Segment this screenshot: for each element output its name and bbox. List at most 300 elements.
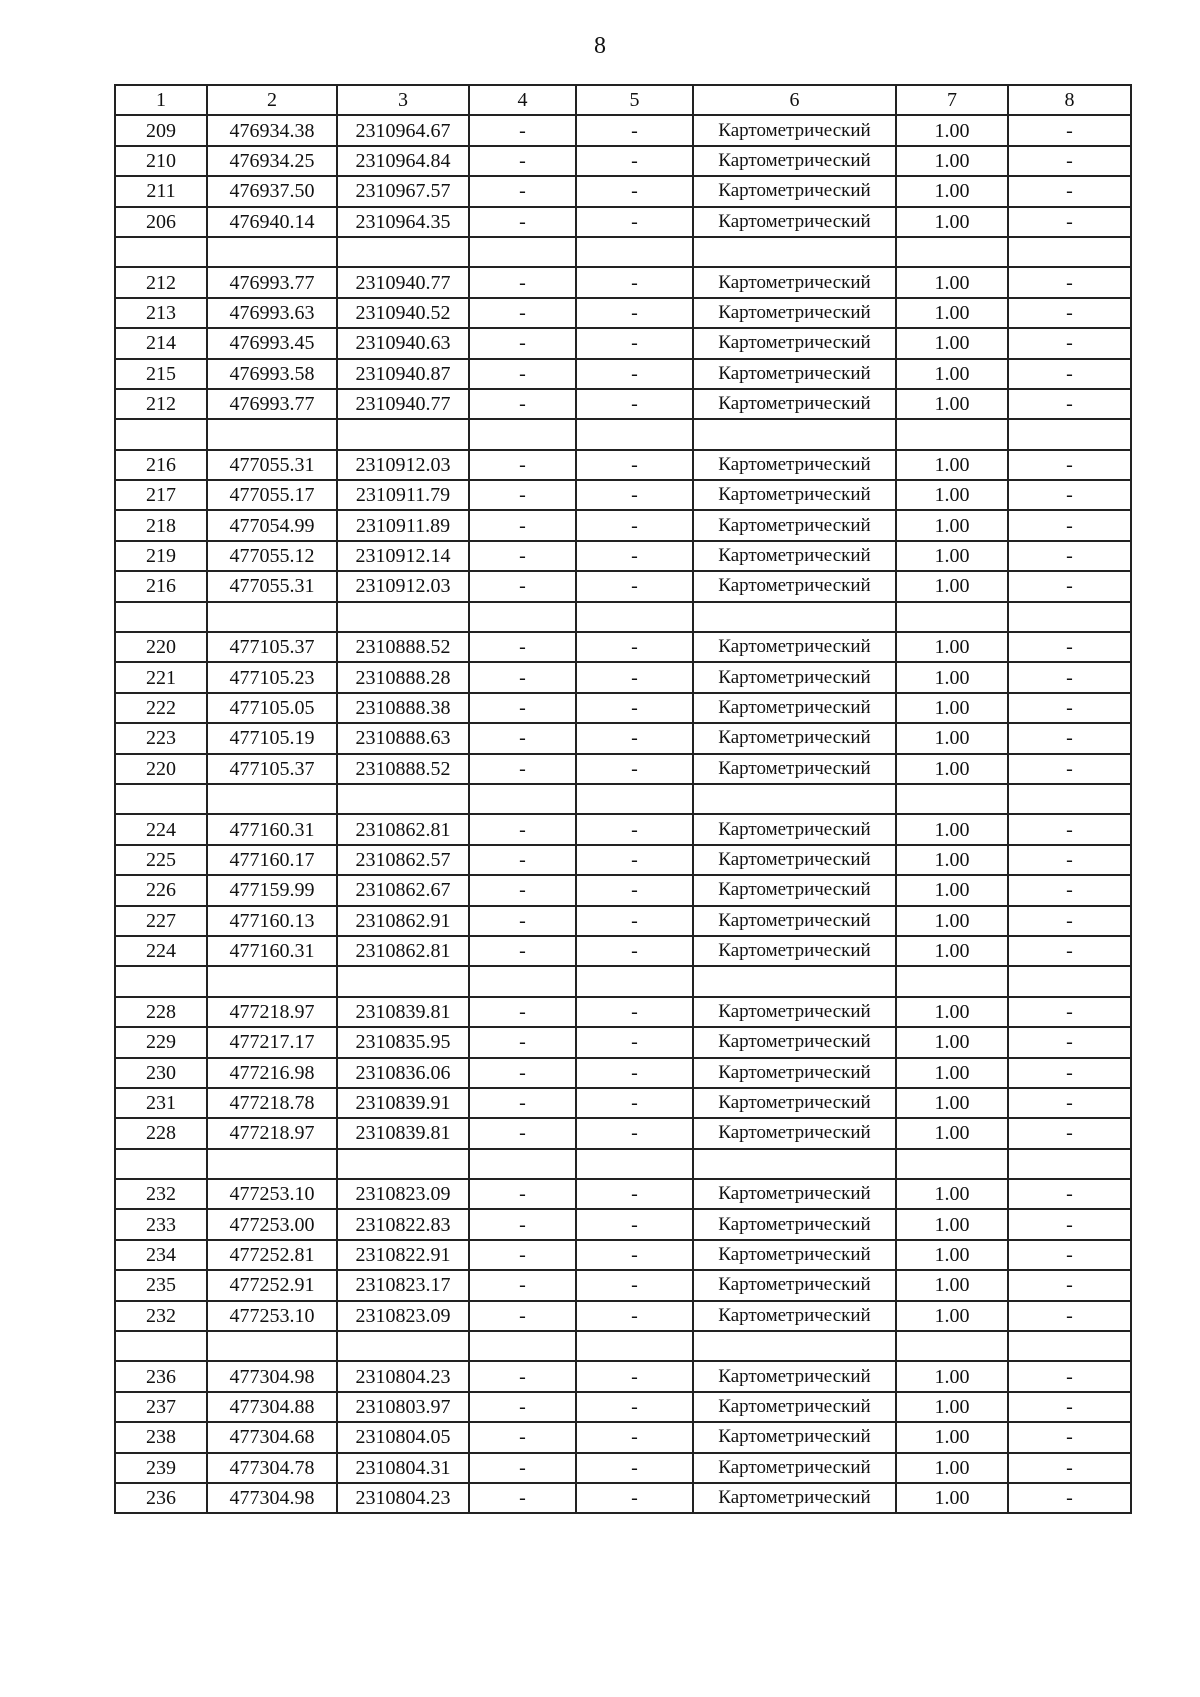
column-header-2: 2 — [207, 85, 337, 115]
point-number-cell: 237 — [115, 1392, 207, 1422]
accuracy-cell: 1.00 — [896, 997, 1008, 1027]
point-number-cell: 231 — [115, 1088, 207, 1118]
y-coordinate-cell — [337, 237, 469, 267]
y-coordinate-cell: 2310804.23 — [337, 1483, 469, 1513]
column-8-cell: - — [1008, 693, 1131, 723]
method-cell — [693, 237, 896, 267]
accuracy-cell: 1.00 — [896, 1058, 1008, 1088]
point-number-cell: 211 — [115, 176, 207, 206]
table-row — [115, 389, 1131, 419]
y-coordinate-cell — [337, 966, 469, 996]
x-coordinate-cell: 477055.31 — [207, 450, 337, 480]
table-row — [115, 1301, 1131, 1331]
point-number-cell: 238 — [115, 1422, 207, 1452]
table-row — [115, 845, 1131, 875]
column-4-cell: - — [469, 875, 576, 905]
y-coordinate-cell: 2310912.14 — [337, 541, 469, 571]
point-number-cell: 232 — [115, 1179, 207, 1209]
column-8-cell: - — [1008, 723, 1131, 753]
column-8-cell: - — [1008, 1179, 1131, 1209]
x-coordinate-cell — [207, 1331, 337, 1361]
accuracy-cell: 1.00 — [896, 1179, 1008, 1209]
column-4-cell: - — [469, 359, 576, 389]
method-cell: Картометрический — [693, 176, 896, 206]
y-coordinate-cell: 2310912.03 — [337, 571, 469, 601]
x-coordinate-cell: 477304.98 — [207, 1483, 337, 1513]
method-cell: Картометрический — [693, 1422, 896, 1452]
point-number-cell: 233 — [115, 1209, 207, 1239]
spacer-row — [115, 784, 1131, 814]
column-4-cell: - — [469, 997, 576, 1027]
method-cell: Картометрический — [693, 1240, 896, 1270]
column-5-cell: - — [576, 146, 693, 176]
column-5-cell: - — [576, 328, 693, 358]
column-4-cell: - — [469, 1027, 576, 1057]
point-number-cell: 209 — [115, 115, 207, 145]
column-4-cell: - — [469, 267, 576, 297]
y-coordinate-cell: 2310964.67 — [337, 115, 469, 145]
table-body — [115, 115, 1131, 1513]
accuracy-cell: 1.00 — [896, 1392, 1008, 1422]
x-coordinate-cell — [207, 966, 337, 996]
y-coordinate-cell: 2310940.77 — [337, 267, 469, 297]
header-row — [115, 85, 1131, 115]
x-coordinate-cell — [207, 602, 337, 632]
column-4-cell — [469, 1331, 576, 1361]
accuracy-cell: 1.00 — [896, 1483, 1008, 1513]
column-4-cell: - — [469, 662, 576, 692]
column-header-6: 6 — [693, 85, 896, 115]
column-5-cell: - — [576, 1088, 693, 1118]
column-4-cell: - — [469, 814, 576, 844]
column-8-cell: - — [1008, 1209, 1131, 1239]
method-cell: Картометрический — [693, 207, 896, 237]
y-coordinate-cell: 2310940.87 — [337, 359, 469, 389]
point-number-cell: 221 — [115, 662, 207, 692]
table-row — [115, 1270, 1131, 1300]
method-cell: Картометрический — [693, 480, 896, 510]
accuracy-cell: 1.00 — [896, 936, 1008, 966]
x-coordinate-cell: 477218.78 — [207, 1088, 337, 1118]
column-5-cell: - — [576, 207, 693, 237]
table-row — [115, 1118, 1131, 1148]
point-number-cell: 214 — [115, 328, 207, 358]
y-coordinate-cell: 2310911.89 — [337, 510, 469, 540]
x-coordinate-cell: 477105.23 — [207, 662, 337, 692]
accuracy-cell: 1.00 — [896, 1453, 1008, 1483]
point-number-cell — [115, 1149, 207, 1179]
column-8-cell — [1008, 1149, 1131, 1179]
y-coordinate-cell: 2310862.67 — [337, 875, 469, 905]
y-coordinate-cell: 2310804.05 — [337, 1422, 469, 1452]
column-8-cell — [1008, 1331, 1131, 1361]
point-number-cell: 236 — [115, 1361, 207, 1391]
x-coordinate-cell: 476940.14 — [207, 207, 337, 237]
column-header-7: 7 — [896, 85, 1008, 115]
x-coordinate-cell: 477304.98 — [207, 1361, 337, 1391]
y-coordinate-cell: 2310862.81 — [337, 936, 469, 966]
method-cell — [693, 1331, 896, 1361]
column-8-cell — [1008, 602, 1131, 632]
column-4-cell: - — [469, 1088, 576, 1118]
point-number-cell — [115, 237, 207, 267]
coordinates-table — [114, 84, 1132, 1514]
x-coordinate-cell: 477252.91 — [207, 1270, 337, 1300]
column-5-cell: - — [576, 450, 693, 480]
column-4-cell — [469, 784, 576, 814]
x-coordinate-cell: 476993.58 — [207, 359, 337, 389]
point-number-cell: 213 — [115, 298, 207, 328]
accuracy-cell: 1.00 — [896, 510, 1008, 540]
column-4-cell — [469, 1149, 576, 1179]
column-4-cell: - — [469, 1240, 576, 1270]
accuracy-cell: 1.00 — [896, 1301, 1008, 1331]
accuracy-cell — [896, 237, 1008, 267]
accuracy-cell: 1.00 — [896, 845, 1008, 875]
point-number-cell: 239 — [115, 1453, 207, 1483]
accuracy-cell: 1.00 — [896, 1027, 1008, 1057]
spacer-row — [115, 602, 1131, 632]
table-row — [115, 754, 1131, 784]
table-row — [115, 1179, 1131, 1209]
accuracy-cell: 1.00 — [896, 632, 1008, 662]
column-4-cell: - — [469, 1209, 576, 1239]
column-5-cell: - — [576, 662, 693, 692]
column-5-cell: - — [576, 632, 693, 662]
table-row — [115, 1422, 1131, 1452]
point-number-cell: 210 — [115, 146, 207, 176]
table-row — [115, 936, 1131, 966]
y-coordinate-cell: 2310839.91 — [337, 1088, 469, 1118]
y-coordinate-cell: 2310835.95 — [337, 1027, 469, 1057]
column-4-cell — [469, 966, 576, 996]
column-5-cell — [576, 784, 693, 814]
x-coordinate-cell: 477160.17 — [207, 845, 337, 875]
table-row — [115, 906, 1131, 936]
accuracy-cell: 1.00 — [896, 754, 1008, 784]
column-4-cell: - — [469, 693, 576, 723]
accuracy-cell: 1.00 — [896, 267, 1008, 297]
column-5-cell: - — [576, 997, 693, 1027]
column-4-cell: - — [469, 328, 576, 358]
x-coordinate-cell: 477252.81 — [207, 1240, 337, 1270]
method-cell: Картометрический — [693, 1027, 896, 1057]
method-cell — [693, 966, 896, 996]
column-header-1: 1 — [115, 85, 207, 115]
point-number-cell: 234 — [115, 1240, 207, 1270]
column-header-3: 3 — [337, 85, 469, 115]
method-cell: Картометрический — [693, 328, 896, 358]
y-coordinate-cell: 2310888.52 — [337, 754, 469, 784]
column-8-cell: - — [1008, 997, 1131, 1027]
column-8-cell: - — [1008, 1270, 1131, 1300]
x-coordinate-cell: 477304.78 — [207, 1453, 337, 1483]
column-5-cell: - — [576, 1179, 693, 1209]
method-cell — [693, 1149, 896, 1179]
column-4-cell: - — [469, 1179, 576, 1209]
x-coordinate-cell: 477253.00 — [207, 1209, 337, 1239]
y-coordinate-cell — [337, 784, 469, 814]
column-4-cell: - — [469, 450, 576, 480]
column-5-cell: - — [576, 510, 693, 540]
column-8-cell: - — [1008, 571, 1131, 601]
spacer-row — [115, 966, 1131, 996]
column-8-cell: - — [1008, 298, 1131, 328]
spacer-row — [115, 1149, 1131, 1179]
point-number-cell: 224 — [115, 936, 207, 966]
method-cell: Картометрический — [693, 875, 896, 905]
column-8-cell — [1008, 419, 1131, 449]
table-row — [115, 723, 1131, 753]
y-coordinate-cell: 2310940.52 — [337, 298, 469, 328]
accuracy-cell: 1.00 — [896, 875, 1008, 905]
table-row — [115, 1058, 1131, 1088]
point-number-cell: 206 — [115, 207, 207, 237]
point-number-cell: 212 — [115, 267, 207, 297]
accuracy-cell: 1.00 — [896, 389, 1008, 419]
column-5-cell: - — [576, 1270, 693, 1300]
point-number-cell: 216 — [115, 450, 207, 480]
point-number-cell: 228 — [115, 1118, 207, 1148]
x-coordinate-cell: 476993.77 — [207, 267, 337, 297]
table-row — [115, 267, 1131, 297]
column-5-cell: - — [576, 814, 693, 844]
accuracy-cell: 1.00 — [896, 359, 1008, 389]
point-number-cell: 220 — [115, 632, 207, 662]
column-5-cell: - — [576, 1483, 693, 1513]
x-coordinate-cell: 477160.13 — [207, 906, 337, 936]
y-coordinate-cell: 2310967.57 — [337, 176, 469, 206]
table-row — [115, 510, 1131, 540]
y-coordinate-cell: 2310888.63 — [337, 723, 469, 753]
method-cell: Картометрический — [693, 146, 896, 176]
method-cell: Картометрический — [693, 510, 896, 540]
table-row — [115, 1361, 1131, 1391]
column-5-cell: - — [576, 845, 693, 875]
table-row — [115, 997, 1131, 1027]
x-coordinate-cell: 476934.25 — [207, 146, 337, 176]
x-coordinate-cell — [207, 784, 337, 814]
table-row — [115, 875, 1131, 905]
table-row — [115, 480, 1131, 510]
column-8-cell: - — [1008, 480, 1131, 510]
accuracy-cell: 1.00 — [896, 480, 1008, 510]
column-4-cell: - — [469, 115, 576, 145]
y-coordinate-cell: 2310804.23 — [337, 1361, 469, 1391]
point-number-cell: 219 — [115, 541, 207, 571]
y-coordinate-cell — [337, 602, 469, 632]
column-8-cell — [1008, 784, 1131, 814]
accuracy-cell: 1.00 — [896, 176, 1008, 206]
column-4-cell: - — [469, 510, 576, 540]
point-number-cell — [115, 602, 207, 632]
x-coordinate-cell: 477253.10 — [207, 1301, 337, 1331]
x-coordinate-cell: 476993.45 — [207, 328, 337, 358]
x-coordinate-cell: 477054.99 — [207, 510, 337, 540]
column-5-cell: - — [576, 1058, 693, 1088]
table-row — [115, 571, 1131, 601]
x-coordinate-cell: 477218.97 — [207, 1118, 337, 1148]
column-8-cell: - — [1008, 662, 1131, 692]
column-8-cell: - — [1008, 632, 1131, 662]
point-number-cell: 228 — [115, 997, 207, 1027]
column-8-cell: - — [1008, 328, 1131, 358]
column-5-cell: - — [576, 1392, 693, 1422]
x-coordinate-cell: 477105.05 — [207, 693, 337, 723]
table-row — [115, 1483, 1131, 1513]
spacer-row — [115, 1331, 1131, 1361]
table-row — [115, 1392, 1131, 1422]
accuracy-cell: 1.00 — [896, 541, 1008, 571]
method-cell: Картометрический — [693, 1179, 896, 1209]
method-cell: Картометрический — [693, 906, 896, 936]
method-cell: Картометрический — [693, 389, 896, 419]
table-row — [115, 359, 1131, 389]
point-number-cell: 218 — [115, 510, 207, 540]
table-row — [115, 207, 1131, 237]
point-number-cell: 224 — [115, 814, 207, 844]
column-4-cell: - — [469, 176, 576, 206]
column-4-cell: - — [469, 1270, 576, 1300]
x-coordinate-cell: 477217.17 — [207, 1027, 337, 1057]
column-4-cell: - — [469, 1058, 576, 1088]
column-4-cell: - — [469, 298, 576, 328]
accuracy-cell: 1.00 — [896, 207, 1008, 237]
column-8-cell: - — [1008, 541, 1131, 571]
method-cell: Картометрический — [693, 632, 896, 662]
y-coordinate-cell: 2310823.09 — [337, 1179, 469, 1209]
x-coordinate-cell: 477160.31 — [207, 814, 337, 844]
y-coordinate-cell: 2310822.83 — [337, 1209, 469, 1239]
column-4-cell: - — [469, 1392, 576, 1422]
point-number-cell: 223 — [115, 723, 207, 753]
x-coordinate-cell: 477216.98 — [207, 1058, 337, 1088]
column-8-cell — [1008, 237, 1131, 267]
column-header-4: 4 — [469, 85, 576, 115]
column-4-cell: - — [469, 1361, 576, 1391]
method-cell: Картометрический — [693, 1453, 896, 1483]
y-coordinate-cell — [337, 419, 469, 449]
accuracy-cell: 1.00 — [896, 1209, 1008, 1239]
table-row — [115, 176, 1131, 206]
accuracy-cell: 1.00 — [896, 298, 1008, 328]
column-8-cell: - — [1008, 176, 1131, 206]
column-8-cell: - — [1008, 1027, 1131, 1057]
column-8-cell: - — [1008, 1392, 1131, 1422]
column-8-cell: - — [1008, 450, 1131, 480]
column-5-cell: - — [576, 693, 693, 723]
column-8-cell: - — [1008, 1422, 1131, 1452]
column-8-cell: - — [1008, 1118, 1131, 1148]
column-5-cell: - — [576, 906, 693, 936]
x-coordinate-cell: 476934.38 — [207, 115, 337, 145]
accuracy-cell — [896, 1331, 1008, 1361]
column-5-cell — [576, 419, 693, 449]
column-header-5: 5 — [576, 85, 693, 115]
column-4-cell — [469, 237, 576, 267]
column-5-cell: - — [576, 875, 693, 905]
accuracy-cell: 1.00 — [896, 1118, 1008, 1148]
table-row — [115, 1088, 1131, 1118]
column-5-cell: - — [576, 936, 693, 966]
y-coordinate-cell: 2310888.28 — [337, 662, 469, 692]
column-4-cell: - — [469, 906, 576, 936]
column-8-cell: - — [1008, 1483, 1131, 1513]
x-coordinate-cell: 477160.31 — [207, 936, 337, 966]
column-5-cell: - — [576, 571, 693, 601]
column-5-cell: - — [576, 1361, 693, 1391]
column-4-cell: - — [469, 146, 576, 176]
column-5-cell: - — [576, 723, 693, 753]
point-number-cell: 232 — [115, 1301, 207, 1331]
method-cell: Картометрический — [693, 541, 896, 571]
spacer-row — [115, 237, 1131, 267]
column-8-cell: - — [1008, 1361, 1131, 1391]
column-5-cell: - — [576, 1209, 693, 1239]
column-8-cell: - — [1008, 845, 1131, 875]
method-cell: Картометрический — [693, 936, 896, 966]
column-8-cell: - — [1008, 1453, 1131, 1483]
y-coordinate-cell: 2310839.81 — [337, 997, 469, 1027]
x-coordinate-cell: 477055.17 — [207, 480, 337, 510]
accuracy-cell: 1.00 — [896, 1361, 1008, 1391]
table-row — [115, 814, 1131, 844]
method-cell: Картометрический — [693, 115, 896, 145]
y-coordinate-cell: 2310839.81 — [337, 1118, 469, 1148]
y-coordinate-cell: 2310888.52 — [337, 632, 469, 662]
point-number-cell: 222 — [115, 693, 207, 723]
column-4-cell: - — [469, 1453, 576, 1483]
method-cell: Картометрический — [693, 1088, 896, 1118]
y-coordinate-cell: 2310862.81 — [337, 814, 469, 844]
column-5-cell — [576, 1149, 693, 1179]
method-cell: Картометрический — [693, 450, 896, 480]
table-row — [115, 1453, 1131, 1483]
column-5-cell: - — [576, 176, 693, 206]
accuracy-cell: 1.00 — [896, 1240, 1008, 1270]
page-number: 8 — [594, 33, 606, 59]
column-4-cell: - — [469, 571, 576, 601]
method-cell: Картометрический — [693, 662, 896, 692]
column-8-cell: - — [1008, 906, 1131, 936]
table-row — [115, 328, 1131, 358]
x-coordinate-cell: 477105.37 — [207, 754, 337, 784]
accuracy-cell: 1.00 — [896, 1088, 1008, 1118]
y-coordinate-cell: 2310862.57 — [337, 845, 469, 875]
column-5-cell: - — [576, 1027, 693, 1057]
method-cell: Картометрический — [693, 267, 896, 297]
column-5-cell: - — [576, 480, 693, 510]
column-4-cell: - — [469, 936, 576, 966]
column-5-cell: - — [576, 1422, 693, 1452]
column-5-cell: - — [576, 541, 693, 571]
point-number-cell: 217 — [115, 480, 207, 510]
accuracy-cell: 1.00 — [896, 571, 1008, 601]
method-cell: Картометрический — [693, 845, 896, 875]
column-4-cell: - — [469, 1118, 576, 1148]
method-cell: Картометрический — [693, 1483, 896, 1513]
accuracy-cell — [896, 1149, 1008, 1179]
point-number-cell — [115, 966, 207, 996]
accuracy-cell: 1.00 — [896, 450, 1008, 480]
point-number-cell: 227 — [115, 906, 207, 936]
method-cell — [693, 784, 896, 814]
method-cell — [693, 602, 896, 632]
column-8-cell: - — [1008, 936, 1131, 966]
table-row — [115, 146, 1131, 176]
point-number-cell — [115, 1331, 207, 1361]
table-row — [115, 693, 1131, 723]
